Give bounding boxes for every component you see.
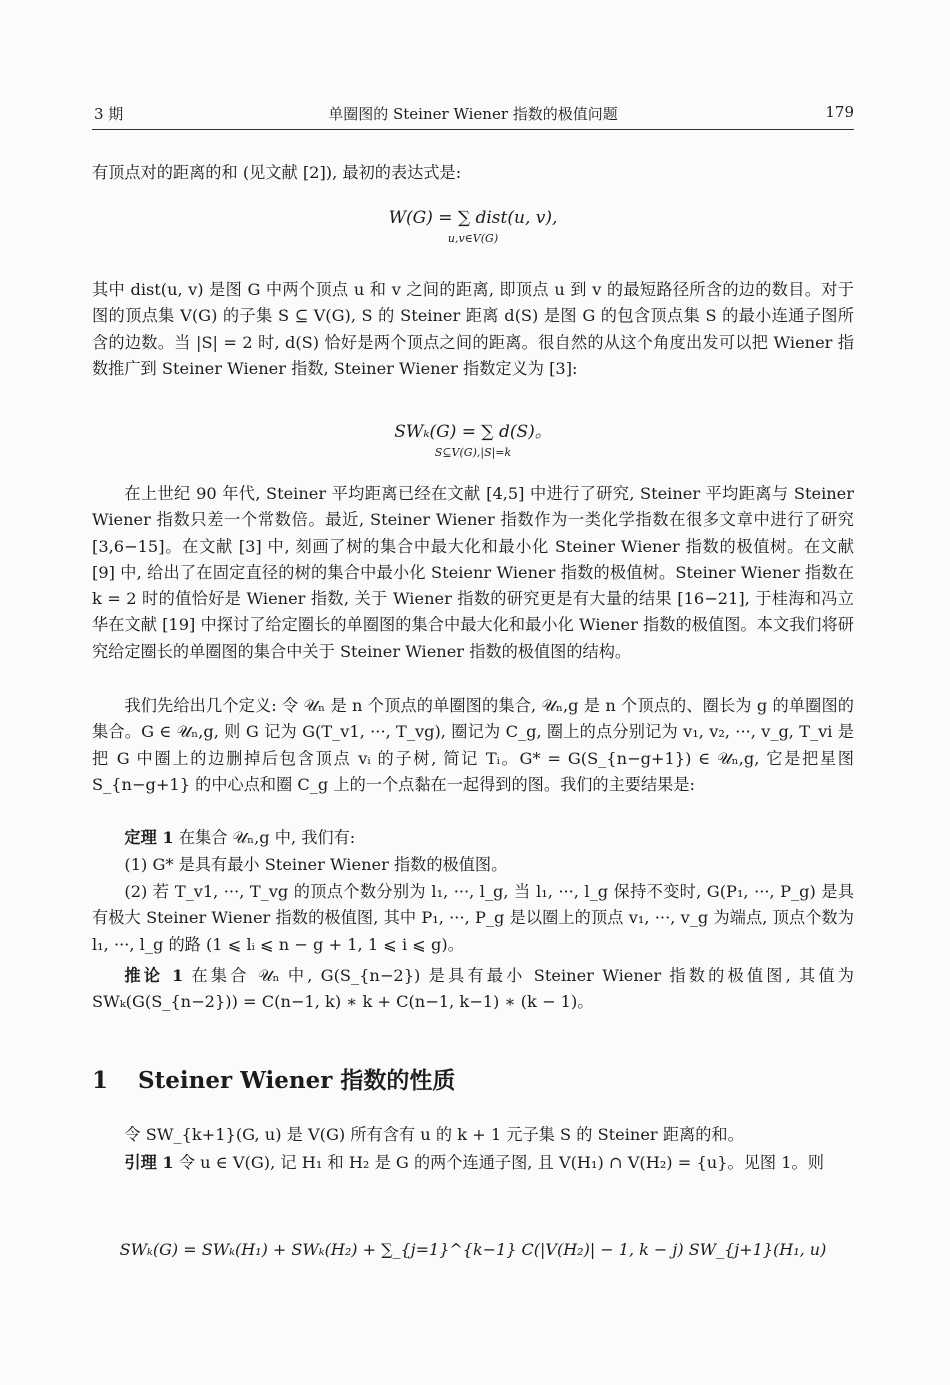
steiner-definition-paragraph: 其中 dist(u, v) 是图 G 中两个顶点 u 和 v 之间的距离, 即顶点 u 到 v 的最短路径所含的边的数目。对于图的顶点集 V(G) 的子集 S ⊆ V(G), S 的 Steiner 距离 d(S) 是图 G 的包含顶点集 S 的最小连通子图所含的边数。当 |S| = 2 时, d(S) 恰好是两个顶点之间的距离。很自然的从这个角度出发可以把 Wiener 指数推广到 Steiner Wiener 指数, Steiner Wiener 指数定义为 [3]:: [92, 280, 854, 378]
lemma-formula: SWₖ(G) = SWₖ(H₁) + SWₖ(H₂) + ∑_{j=1}^{k−1} C(|V(H₂)| − 1, k − j) SW_{j+1}(H₁, u): [119, 1240, 827, 1259]
swk-formula-main: SWₖ(G) = ∑ d(S)。: [394, 422, 552, 442]
wiener-formula: [92, 204, 854, 246]
section-number: 1: [92, 1067, 109, 1094]
history-paragraph: 在上世纪 90 年代, Steiner 平均距离已经在文献 [4,5] 中进行了研究, Steiner 平均距离与 Steiner Wiener 指数只差一个常数倍。最近, Steiner Wiener 指数作为一类化学指数在很多文章中进行了研究 [3,6−15]。在文献 [3] 中, 刻画了树的集合中最大化和最小化 Steiner Wiener 指数的极值树。在文献 [9] 中, 给出了在固定直径的树的集合中最小化 Steienr Wiener 指数的极值树。Steiner Wiener 指数在 k = 2 时的值恰好是 Wiener 指数, 关于 Wiener 指数的研究更是有大量的结果 [16−21], 于桂海和冯立华在文献 [19] 中探讨了给定圈长的单圈图的集合中最大化和最小化 Wiener 指数的极值图。本文我们将研究给定圈长的单圈图的集合中关于 Steiner Wiener 指数的极值图的结构。: [92, 484, 854, 661]
swk-formula: [92, 418, 854, 460]
corollary-1: [92, 963, 854, 1016]
theorem-intro: 在集合 𝒰ₙ,g 中, 我们有:: [178, 828, 356, 847]
lemma-1: [92, 1150, 854, 1176]
swk-formula-sub: S⊆V(G),|S|=k: [434, 446, 512, 459]
theorem-label: 定理 1: [124, 828, 174, 847]
wiener-formula-sub: u,v∈V(G): [447, 232, 499, 245]
wiener-formula-main: W(G) = ∑ dist(u, v),: [388, 208, 558, 228]
theorem-1: [92, 825, 854, 851]
corollary-label: 推论 1: [124, 966, 184, 985]
issue-number: 3 期: [94, 105, 124, 123]
running-header: [92, 101, 854, 130]
definitions-paragraph: 我们先给出几个定义: 令 𝒰ₙ 是 n 个顶点的单圈图的集合, 𝒰ₙ,g 是 n 个顶点的、圈长为 g 的单圈图的集合。G ∈ 𝒰ₙ,g, 则 G 记为 G(T_v1, ···, T_vg), 圈记为 C_g, 圈上的点分别记为 v₁, v₂, ···, v_g, T_vi 是把 G 中圈上的边删掉后包含顶点 vᵢ 的子树, 简记 Tᵢ。G* = G(S_{n−g+1}) ∈ 𝒰ₙ,g, 它是把星图 S_{n−g+1} 的中心点和圈 C_g 上的一个点黏在一起得到的图。我们的主要结果是:: [92, 696, 854, 794]
sw-k1-paragraph: 令 SW_{k+1}(G, u) 是 V(G) 所有含有 u 的 k + 1 元子集 S 的 Steiner 距离的和。: [124, 1125, 744, 1144]
corollary-text: 在集合 𝒰ₙ 中, G(S_{n−2}) 是具有最小 Steiner Wiener 指数的极值图, 其值为 SWₖ(G(S_{n−2})) = C(n−1, k) ∗ k + C(n−1, k−1) ∗ (k − 1)。: [92, 966, 854, 1012]
lemma-label: 引理 1: [124, 1153, 174, 1172]
section-title: Steiner Wiener 指数的性质: [138, 1067, 456, 1094]
theorem-item-2: (2) 若 T_v1, ···, T_vg 的顶点个数分别为 l₁, ···, l_g, 当 l₁, ···, l_g 保持不变时, G(P₁, ···, P_g) 是具有极大 Steiner Wiener 指数的极值图, 其中 P₁, ···, P_g 是以圈上的顶点 v₁, ···, v_g 为端点, 顶点个数为 l₁, ···, l_g 的路 (1 ⩽ lᵢ ⩽ n − g + 1, 1 ⩽ i ⩽ g)。: [92, 882, 854, 954]
section-heading: [92, 1062, 455, 1095]
running-title: 单圈图的 Steiner Wiener 指数的极值问题: [328, 105, 618, 123]
page-number: 179: [825, 103, 854, 121]
theorem-item-1: (1) G* 是具有最小 Steiner Wiener 指数的极值图。: [124, 855, 508, 874]
intro-line: 有顶点对的距离的和 (见文献 [2]), 最初的表达式是:: [92, 163, 462, 182]
lemma-text: 令 u ∈ V(G), 记 H₁ 和 H₂ 是 G 的两个连通子图, 且 V(H₁) ∩ V(H₂) = {u}。见图 1。则: [178, 1153, 824, 1172]
